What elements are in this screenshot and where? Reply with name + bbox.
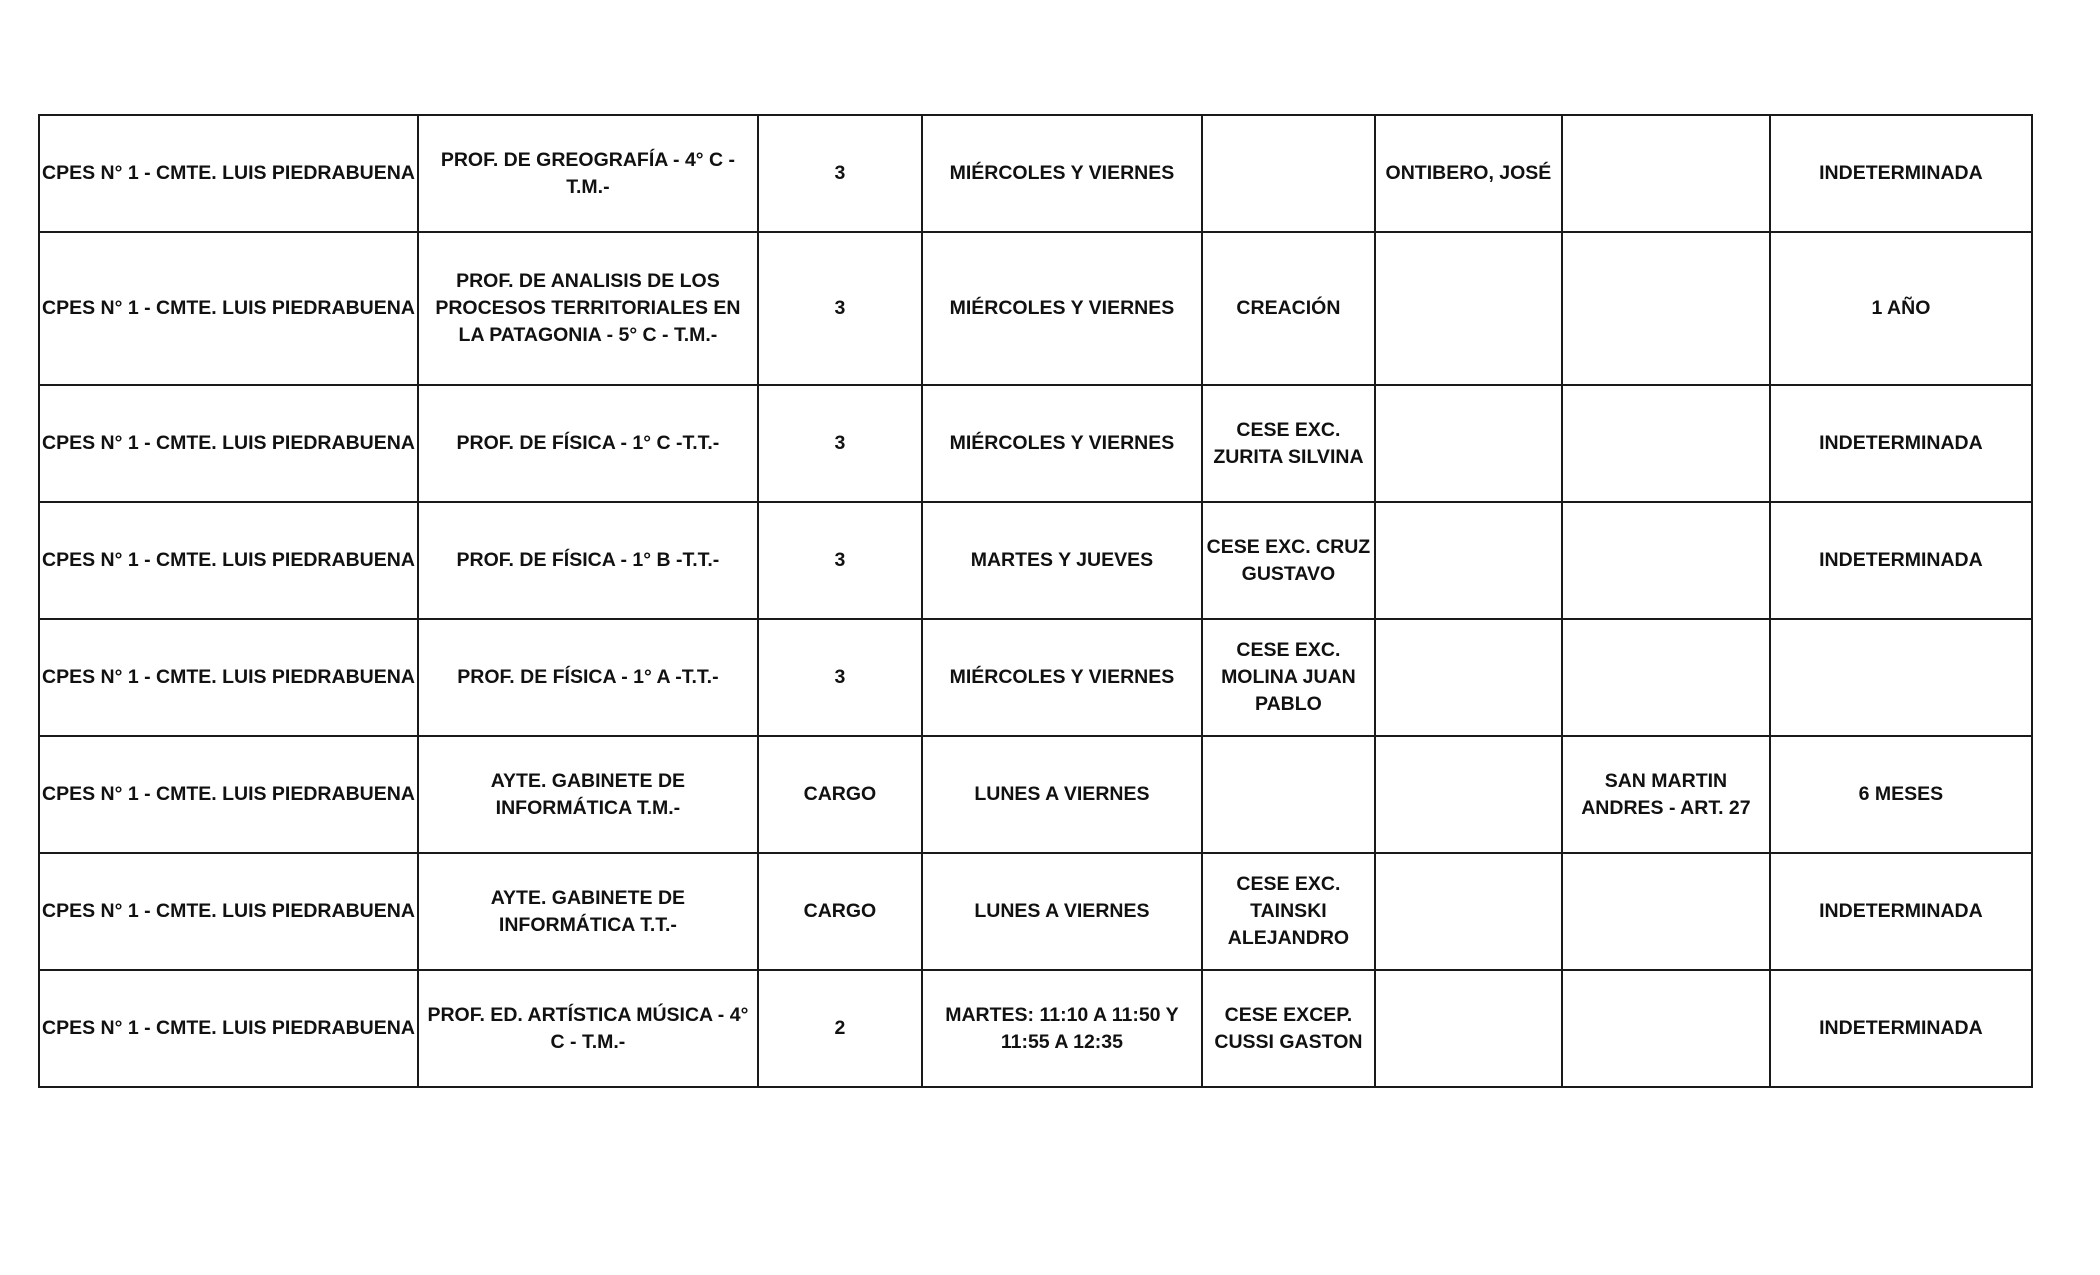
school-cell[interactable]: CPES N° 1 - CMTE. LUIS PIEDRABUENA <box>39 502 418 619</box>
hours-cell[interactable]: CARGO <box>758 736 922 853</box>
duration-cell[interactable]: INDETERMINADA <box>1770 853 2032 970</box>
days-cell[interactable]: MIÉRCOLES Y VIERNES <box>922 115 1202 232</box>
duration-cell[interactable]: INDETERMINADA <box>1770 115 2032 232</box>
position-cell[interactable]: AYTE. GABINETE DE INFORMÁTICA T.T.- <box>418 853 758 970</box>
hours-cell[interactable]: 3 <box>758 115 922 232</box>
notes-cell[interactable] <box>1562 502 1770 619</box>
position-cell[interactable]: AYTE. GABINETE DE INFORMÁTICA T.M.- <box>418 736 758 853</box>
days-cell[interactable]: LUNES A VIERNES <box>922 853 1202 970</box>
teacher-cell[interactable] <box>1375 736 1562 853</box>
spreadsheet-page <box>38 114 2033 1088</box>
position-cell[interactable]: PROF. DE FÍSICA - 1° A -T.T.- <box>418 619 758 736</box>
table-row <box>39 385 2032 502</box>
hours-cell[interactable]: 3 <box>758 502 922 619</box>
position-cell[interactable]: PROF. DE FÍSICA - 1° B -T.T.- <box>418 502 758 619</box>
teacher-cell[interactable] <box>1375 385 1562 502</box>
days-cell[interactable]: MARTES: 11:10 A 11:50 Y 11:55 A 12:35 <box>922 970 1202 1087</box>
school-cell[interactable]: CPES N° 1 - CMTE. LUIS PIEDRABUENA <box>39 619 418 736</box>
school-cell[interactable]: CPES N° 1 - CMTE. LUIS PIEDRABUENA <box>39 385 418 502</box>
table-row <box>39 115 2032 232</box>
table-row <box>39 970 2032 1087</box>
hours-cell[interactable]: CARGO <box>758 853 922 970</box>
notes-cell[interactable] <box>1562 970 1770 1087</box>
hours-cell[interactable]: 3 <box>758 619 922 736</box>
reason-cell[interactable]: CESE EXCEP. CUSSI GASTON <box>1202 970 1375 1087</box>
teacher-cell[interactable]: ONTIBERO, JOSÉ <box>1375 115 1562 232</box>
school-cell[interactable]: CPES N° 1 - CMTE. LUIS PIEDRABUENA <box>39 115 418 232</box>
hours-cell[interactable]: 3 <box>758 385 922 502</box>
duration-cell[interactable]: INDETERMINADA <box>1770 970 2032 1087</box>
days-cell[interactable]: MIÉRCOLES Y VIERNES <box>922 232 1202 385</box>
duration-cell[interactable]: 1 AÑO <box>1770 232 2032 385</box>
reason-cell[interactable]: CESE EXC. ZURITA SILVINA <box>1202 385 1375 502</box>
teacher-cell[interactable] <box>1375 619 1562 736</box>
table-row <box>39 619 2032 736</box>
table-row <box>39 232 2032 385</box>
reason-cell[interactable] <box>1202 115 1375 232</box>
position-cell[interactable]: PROF. DE FÍSICA - 1° C -T.T.- <box>418 385 758 502</box>
reason-cell[interactable]: CESE EXC. MOLINA JUAN PABLO <box>1202 619 1375 736</box>
duration-cell[interactable]: INDETERMINADA <box>1770 502 2032 619</box>
teacher-cell[interactable] <box>1375 502 1562 619</box>
school-cell[interactable]: CPES N° 1 - CMTE. LUIS PIEDRABUENA <box>39 232 418 385</box>
duration-cell[interactable]: 6 MESES <box>1770 736 2032 853</box>
position-cell[interactable]: PROF. ED. ARTÍSTICA MÚSICA - 4° C - T.M.- <box>418 970 758 1087</box>
notes-cell[interactable] <box>1562 115 1770 232</box>
notes-cell[interactable] <box>1562 853 1770 970</box>
notes-cell[interactable] <box>1562 232 1770 385</box>
duration-cell[interactable] <box>1770 619 2032 736</box>
days-cell[interactable]: MIÉRCOLES Y VIERNES <box>922 619 1202 736</box>
table-row <box>39 502 2032 619</box>
reason-cell[interactable]: CESE EXC. CRUZ GUSTAVO <box>1202 502 1375 619</box>
notes-cell[interactable] <box>1562 619 1770 736</box>
reason-cell[interactable]: CESE EXC. TAINSKI ALEJANDRO <box>1202 853 1375 970</box>
days-cell[interactable]: MIÉRCOLES Y VIERNES <box>922 385 1202 502</box>
teacher-cell[interactable] <box>1375 853 1562 970</box>
reason-cell[interactable] <box>1202 736 1375 853</box>
hours-cell[interactable]: 2 <box>758 970 922 1087</box>
table-row <box>39 736 2032 853</box>
teacher-cell[interactable] <box>1375 970 1562 1087</box>
days-cell[interactable]: LUNES A VIERNES <box>922 736 1202 853</box>
hours-cell[interactable]: 3 <box>758 232 922 385</box>
school-cell[interactable]: CPES N° 1 - CMTE. LUIS PIEDRABUENA <box>39 853 418 970</box>
vacancies-table <box>38 114 2033 1088</box>
position-cell[interactable]: PROF. DE ANALISIS DE LOS PROCESOS TERRITORIALES EN LA PATAGONIA - 5° C - T.M.- <box>418 232 758 385</box>
school-cell[interactable]: CPES N° 1 - CMTE. LUIS PIEDRABUENA <box>39 970 418 1087</box>
notes-cell[interactable]: SAN MARTIN ANDRES - ART. 27 <box>1562 736 1770 853</box>
duration-cell[interactable]: INDETERMINADA <box>1770 385 2032 502</box>
position-cell[interactable]: PROF. DE GREOGRAFÍA - 4° C - T.M.- <box>418 115 758 232</box>
days-cell[interactable]: MARTES Y JUEVES <box>922 502 1202 619</box>
teacher-cell[interactable] <box>1375 232 1562 385</box>
notes-cell[interactable] <box>1562 385 1770 502</box>
school-cell[interactable]: CPES N° 1 - CMTE. LUIS PIEDRABUENA <box>39 736 418 853</box>
reason-cell[interactable]: CREACIÓN <box>1202 232 1375 385</box>
table-row <box>39 853 2032 970</box>
